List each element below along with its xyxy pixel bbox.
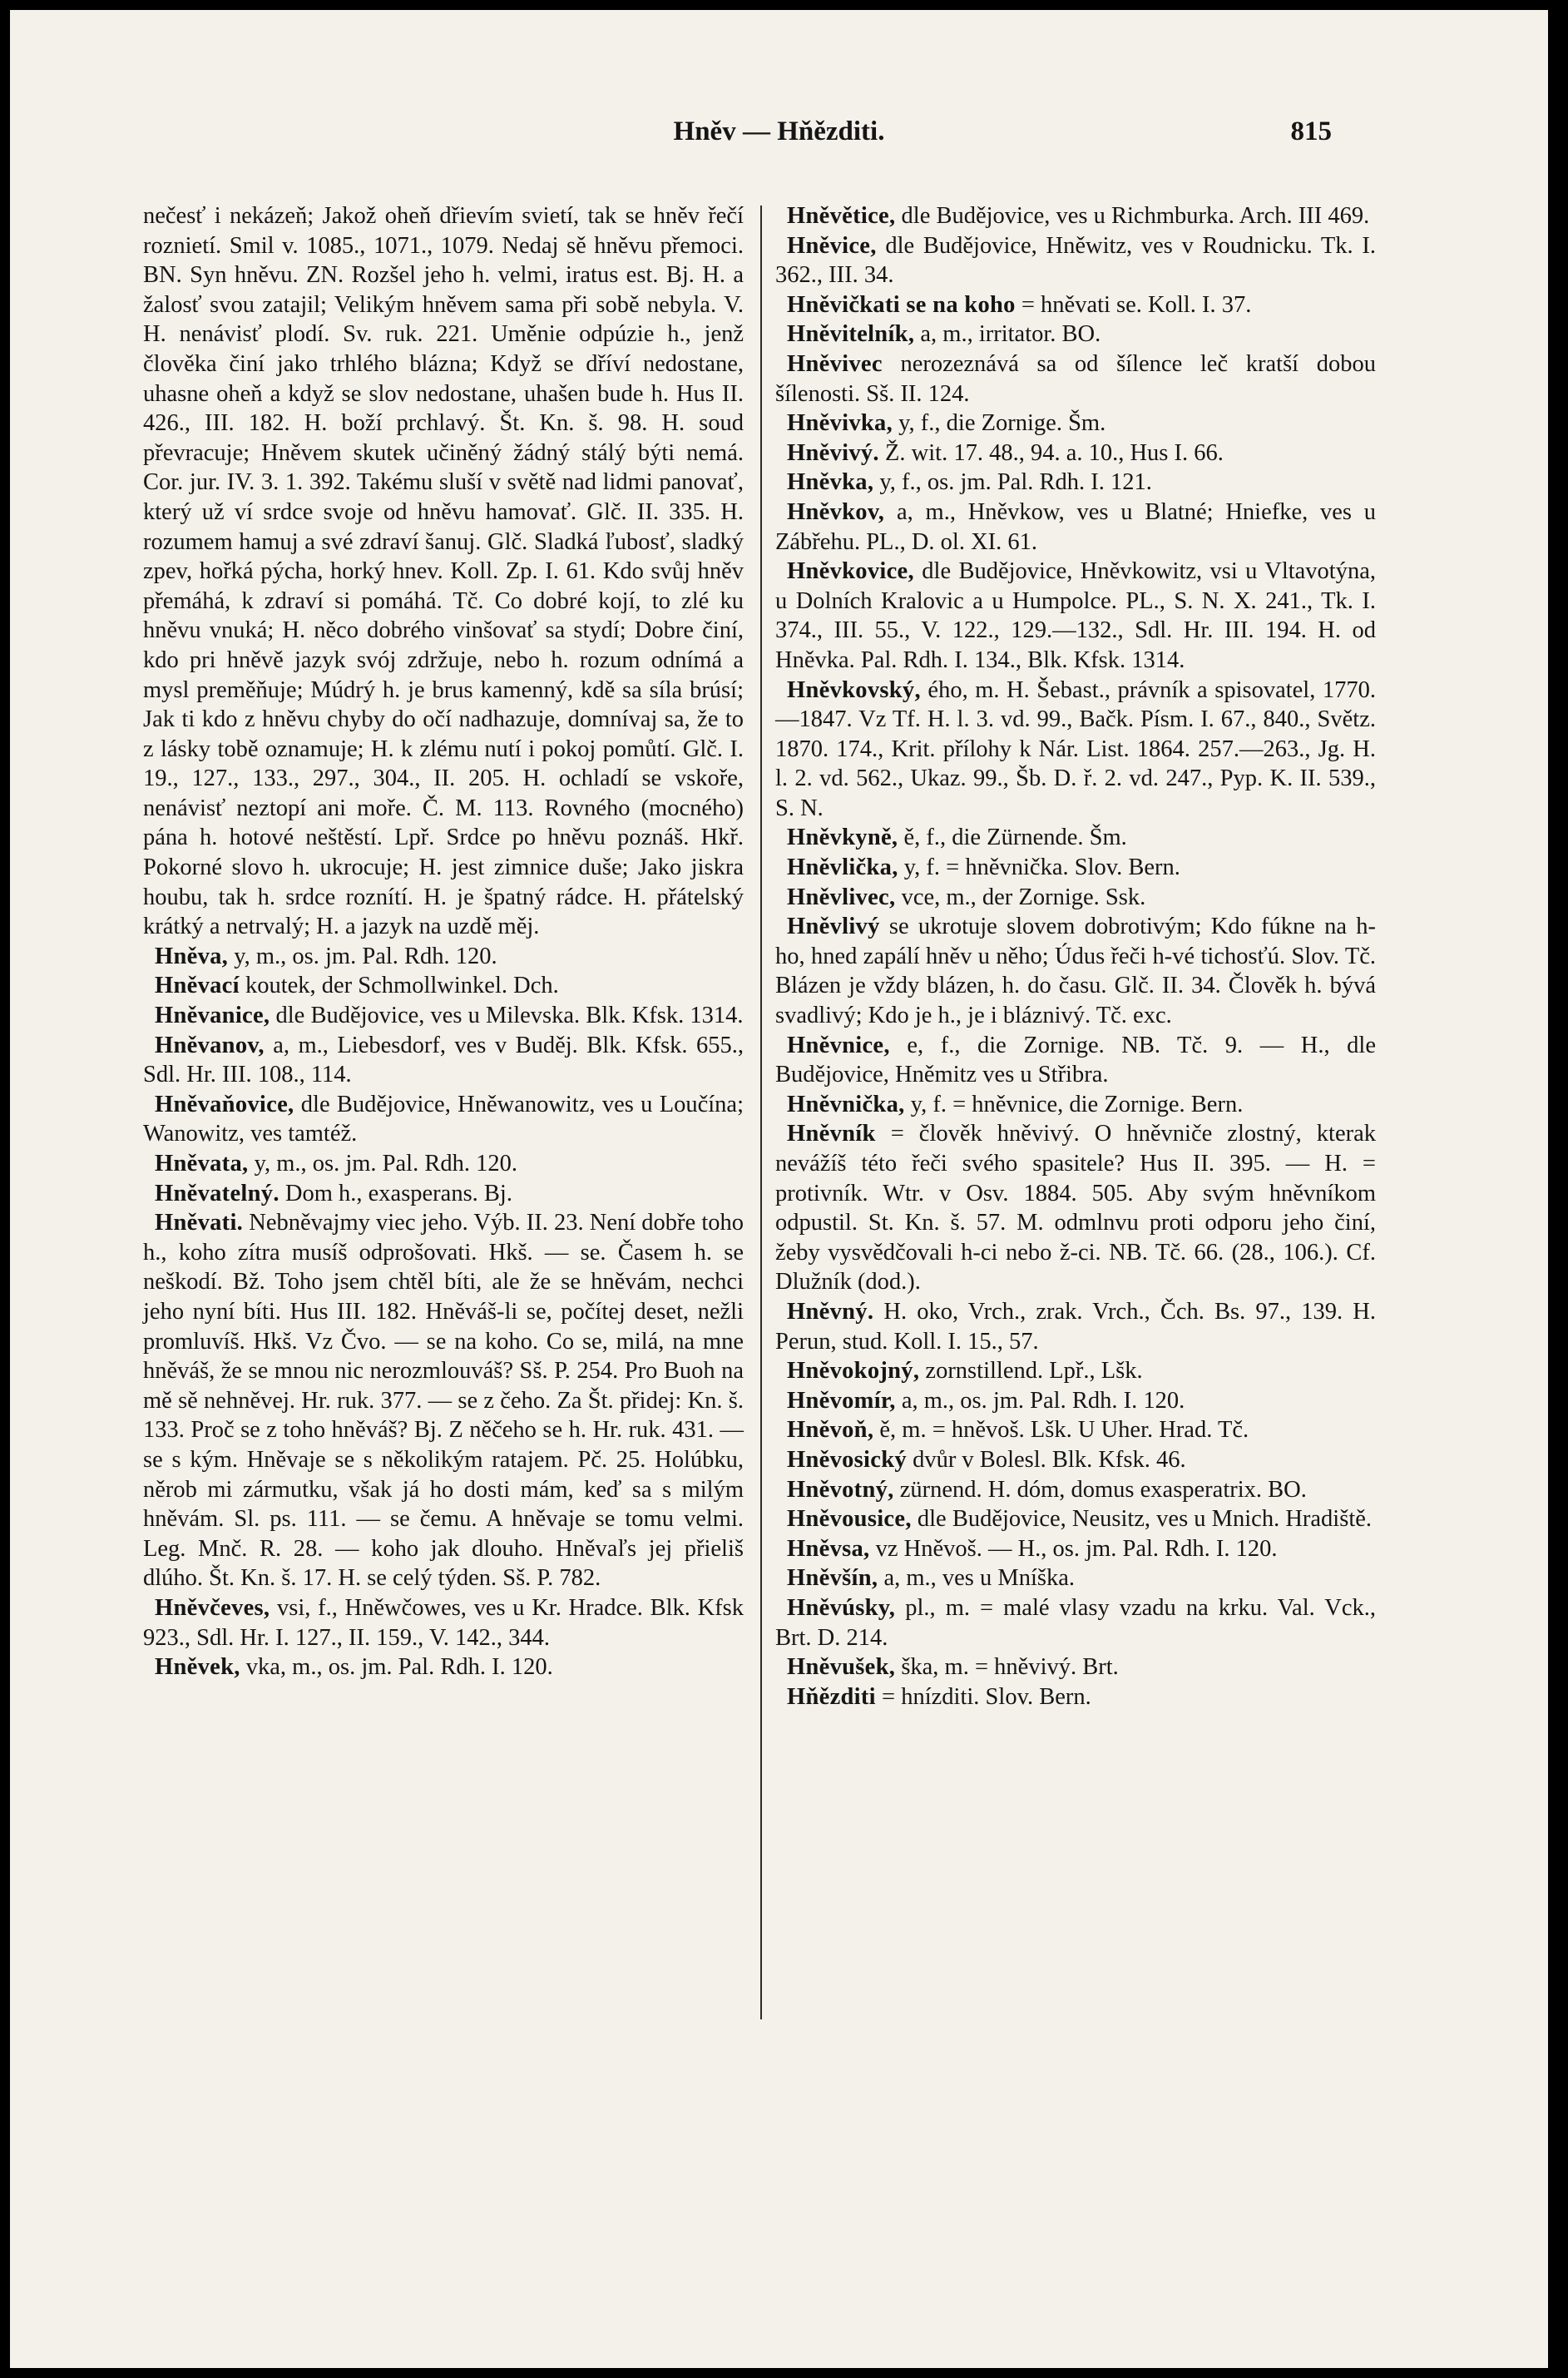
dictionary-entry xyxy=(775,1563,1376,1593)
page-header xyxy=(10,116,1548,166)
dictionary-entry xyxy=(143,1652,744,1682)
dictionary-entry xyxy=(143,1593,744,1652)
entry-text: a, m., ves u Mníška. xyxy=(883,1565,1075,1592)
entry-headword: Hněvata, xyxy=(155,1151,249,1177)
entry-text: vsi, f., Hněwčowes, ves u Kr. Hradce. Blk. Kfsk 923., Sdl. Hr. I. 127., II. 159., V. 142., 344. xyxy=(143,1594,744,1651)
entry-text: Nebněvajmy viec jeho. Výb. II. 23. Není dobře toho h., koho zítra musíš odprošovati. Hkš. — se. Časem h. se neškodí. Bž. Toho jsem chtěl bíti, ale že se hněvám, nechci jeho nyní bíti. Hus III. 182. Hněváš-li se, počítej deset, nežli promluvíš. Hkš. Vz Čvo. — se na koho. Co se, milá, na mne hněváš, že se mnou nic nerozmlouváš? Sš. P. 254. Pro Buoh na mě sě nehněvej. Hr. ruk. 377. — se z čeho. Za Št. přidej: Kn. š. 133. Proč se z toho hněváš? Bj. Z něčeho se h. Hr. ruk. 431. — se s kým. Hněvaje se s několikým ratajem. Pč. 25. Holúbku, něrob mi zármutku, však já ho dosti mám, keď sa s milým hněvám. Sl. ps. 111. — se čemu. A hněvaje se tomu velmi. Leg. Mnč. R. 28. — koho jak dlouho. Hněvaľs jej přieliš dlúho. Št. Kn. š. 17. H. se celý týden. Sš. P. 782. xyxy=(143,1210,744,1592)
dictionary-entry xyxy=(775,1386,1376,1416)
dictionary-entry xyxy=(775,1031,1376,1090)
column-divider xyxy=(760,206,762,2019)
entry-headword: Hněvivý. xyxy=(787,439,879,466)
entry-headword: Hněvkyně, xyxy=(787,825,898,851)
dictionary-entry xyxy=(775,1119,1376,1297)
entry-text: ě, m. = hněvoš. Lšk. U Uher. Hrad. Tč. xyxy=(879,1417,1249,1444)
entry-text: y, f., os. jm. Pal. Rdh. I. 121. xyxy=(879,469,1152,496)
dictionary-entry xyxy=(775,676,1376,824)
entry-headword: Hněvek, xyxy=(155,1654,240,1681)
dictionary-entry xyxy=(775,1682,1376,1712)
entry-text: dvůr v Bolesl. Blk. Kfsk. 46. xyxy=(913,1446,1186,1473)
dictionary-entry xyxy=(143,942,744,972)
dictionary-entry xyxy=(775,1445,1376,1475)
dictionary-entry xyxy=(143,1031,744,1090)
entry-headword: Hněvivec xyxy=(787,350,883,377)
entry-headword: Hněvomír, xyxy=(787,1387,896,1414)
entry-text: e, f., die Zornige. NB. Tč. 9. — H., dle Budějovice, Hněmitz ves u Střibra. xyxy=(775,1032,1376,1088)
entry-text: vce, m., der Zornige. Ssk. xyxy=(901,884,1146,910)
entry-text: y, m., os. jm. Pal. Rdh. 120. xyxy=(234,943,497,969)
entry-headword: Hňězditi xyxy=(787,1683,876,1710)
entry-text: dle Budějovice, Hněwanowitz, ves u Loučína; Wanowitz, ves tamtéž. xyxy=(143,1091,744,1147)
entry-headword: Hněvkov, xyxy=(787,498,885,525)
dictionary-entry xyxy=(143,1090,744,1149)
entry-headword: Hněvoň, xyxy=(787,1417,874,1444)
entry-text: vka, m., os. jm. Pal. Rdh. I. 120. xyxy=(245,1654,553,1681)
entry-headword: Hněvnice, xyxy=(787,1032,890,1058)
dictionary-entry xyxy=(775,290,1376,320)
dictionary-entry xyxy=(143,1208,744,1593)
entry-headword: Hněvosický xyxy=(787,1446,907,1473)
entry-headword: Hněvice, xyxy=(787,232,877,259)
dictionary-entry xyxy=(143,1149,744,1179)
entry-headword: Hněvitelník, xyxy=(787,321,915,348)
entry-headword: Hněvací xyxy=(155,973,240,999)
entry-headword: Hněvšín, xyxy=(787,1565,878,1592)
dictionary-entry xyxy=(775,468,1376,498)
dictionary-entry xyxy=(775,320,1376,349)
entry-text: ě, f., die Zürnende. Šm. xyxy=(903,825,1127,851)
entry-text: pl., m. = malé vlasy vzadu na krku. Val. Vck., Brt. D. 214. xyxy=(775,1594,1376,1651)
dictionary-entry xyxy=(775,1593,1376,1652)
entry-headword: Hněvotný, xyxy=(787,1476,894,1503)
entry-text: = hnízditi. Slov. Bern. xyxy=(882,1683,1091,1710)
entry-headword: Hněvúsky, xyxy=(787,1594,896,1621)
entry-text: se ukrotuje slovem dobrotivým; Kdo fúkne na h-ho, hned zapálí hněv u něho; Údus řeči h-vé tichosťú. Slov. Tč. Blázen je vždy blázen, h. do času. Glč. II. 34. Člověk h. bývá svadlivý; Kdo je h., je i bláznivý. Tč. exc. xyxy=(775,914,1377,1029)
entry-text: dle Budějovice, ves u Richmburka. Arch. III 469. xyxy=(901,203,1370,229)
entry-text: y, f., die Zornige. Šm. xyxy=(898,410,1106,437)
entry-headword: Hněvanov, xyxy=(155,1032,265,1058)
entry-headword: Hněvivka, xyxy=(787,410,893,437)
entry-text: vz Hněvoš. — H., os. jm. Pal. Rdh. I. 120. xyxy=(875,1535,1278,1562)
entry-text: nečesť i nekázeň; Jakož oheň dřievím svietí, tak se hněv řečí roznietí. Smil v. 1085., 1071., 1079. Nedaj sě hněvu přemoci. BN. Syn hněvu. ZN. Rozšel jeho h. velmi, iratus est. Bj. H. a žalosť svou zatajil; Velikým hněvem sama při sobě nebyla. V. H. nenávisť plodí. Sv. ruk. 221. Uměnie odpúzie h., jenž člověka činí jako trhlého blázna; Když se dříví nedostane, uhasne oheň a když se slov nedostane, uhašen bude h. Hus II. 426., III. 182. H. boží prchlavý. Št. Kn. š. 98. H. soud převracuje; Hněvem skutek učiněný žádný stálý býti nemá. Cor. jur. IV. 3. 1. 392. Takému sluší v světě nad lidmi panovať, který už ví srdce svoje od hněvu hamovať. Glč. II. 335. H. rozumem hamuj a své zdraví šanuj. Glč. Sladká ľubosť, sladký zpev, hořká pýcha, horký hnev. Koll. Zp. I. 61. Kdo svůj hněv přemáhá, k zdraví si pomáhá. Tč. Co dobré kojí, to zlé ku hněvu vnuká; H. něco dobrého vinšovať sa stydí; Dobre činí, kdo pri hněvě jazyk svój zdržuje, nebo h. rozum odnímá a mysl preměňuje; Múdrý h. je brus kamenný, kdě sa síla brúsí; Jak ti kdo z hněvu chyby do očí nadhazuje, domnívaj sa, že to z lásky tobě oznamuje; H. k zlému nutí i pokoj pomůtí. Glč. I. 19., 127., 133., 297., 304., II. 205. H. ochladí se vskoře, nenávisť neztopí ani moře. Č. M. 113. Rovného (mocného) pána h. hotové neštěstí. Lpř. Srdce po hněvu poznáš. Hkř. Pokorné slovo h. ukrocuje; H. jest zimnice duše; Jako jiskra houbu, tak h. srdce roznítí. H. je špatný rádce. H. přátelský krátký a netrvalý; H. a jazyk na uzdě měj. xyxy=(143,203,744,940)
entry-text: y, f. = hněvnička. Slov. Bern. xyxy=(903,855,1180,881)
dictionary-entry xyxy=(143,971,744,1001)
entry-headword: Hněvatelný. xyxy=(155,1180,279,1206)
entry-headword: Hněvkovský, xyxy=(787,676,921,703)
dictionary-entry xyxy=(775,498,1376,557)
page-number: 815 xyxy=(1290,116,1332,146)
entry-text: dle Budějovice, Hněvkowitz, vsi u Vltavotýna, u Dolních Kralovic a u Humpolce. PL., S. N. X. 241., Tk. I. 374., III. 55., V. 122., 129.—132., Sdl. Hr. III. 194. H. od Hněvka. Pal. Rdh. I. 134., Blk. Kfsk. 1314. xyxy=(775,558,1376,673)
entry-text: y, f. = hněvnice, die Zornige. Bern. xyxy=(910,1091,1244,1117)
entry-headword: Hněvlička, xyxy=(787,855,898,881)
dictionary-entry xyxy=(775,1652,1376,1682)
entry-text: dle Budějovice, ves u Milevska. Blk. Kfsk. 1314. xyxy=(275,1003,744,1029)
entry-headword: Hněvlivý xyxy=(787,914,880,940)
entry-headword: Hněvětice, xyxy=(787,203,896,229)
entry-text: a, m., irritator. BO. xyxy=(920,321,1101,348)
dictionary-entry xyxy=(775,201,1376,231)
dictionary-entry xyxy=(775,1504,1376,1534)
entry-text: a, m., Liebesdorf, ves v Buděj. Blk. Kfsk. 655., Sdl. Hr. III. 108., 114. xyxy=(143,1032,744,1088)
left-column xyxy=(143,201,744,1682)
dictionary-entry xyxy=(775,349,1376,409)
running-head: Hněv — Hňězditi. xyxy=(673,116,885,146)
dictionary-entry xyxy=(775,1534,1376,1564)
dictionary-entry xyxy=(775,557,1376,675)
entry-headword: Hněvičkati se na koho xyxy=(787,291,1016,318)
entry-text: a, m., os. jm. Pal. Rdh. I. 120. xyxy=(901,1387,1185,1414)
entry-headword: Hněvlivec, xyxy=(787,884,896,910)
dictionary-entry xyxy=(775,853,1376,883)
entry-text: Ž. wit. 17. 48., 94. a. 10., Hus I. 66. xyxy=(885,439,1224,466)
entry-text: y, m., os. jm. Pal. Rdh. 120. xyxy=(254,1151,517,1177)
entry-headword: Hněvčeves, xyxy=(155,1594,270,1621)
entry-text: ého, m. H. Šebast., právník a spisovatel, 1770.—1847. Vz Tf. H. l. 3. vd. 99., Bačk. Písm. I. 67., 840., Světz. 1870. 174., Krit. přílohy k Nár. List. 1864. 257.—263., Jg. H. l. 2. vd. 562., Ukaz. 99., Šb. D. ř. 2. vd. 247., Pyp. K. II. 539., S. N. xyxy=(775,676,1376,821)
entry-text: = hněvati se. Koll. I. 37. xyxy=(1021,291,1252,318)
dictionary-entry xyxy=(775,1297,1376,1356)
entry-headword: Hněvousice, xyxy=(787,1506,912,1533)
entry-headword: Hněvušek, xyxy=(787,1654,896,1681)
dictionary-entry xyxy=(775,912,1376,1030)
dictionary-entry xyxy=(143,1001,744,1031)
entry-headword: Hněvný. xyxy=(787,1298,874,1325)
dictionary-entry xyxy=(143,1179,744,1209)
entry-headword: Hněvaňovice, xyxy=(155,1091,294,1117)
dictionary-entry xyxy=(775,883,1376,913)
dictionary-entry xyxy=(775,409,1376,438)
entry-headword: Hněvsa, xyxy=(787,1535,870,1562)
entry-text: dle Budějovice, Hněwitz, ves v Roudnicku. Tk. I. 362., III. 34. xyxy=(775,232,1376,289)
dictionary-entry xyxy=(775,438,1376,468)
entry-headword: Hněvka, xyxy=(787,469,874,496)
entry-text: nerozeznává sa od šílence leč kratší dobou šílenosti. Sš. II. 124. xyxy=(775,350,1377,407)
entry-text: dle Budějovice, Neusitz, ves u Mnich. Hradiště. xyxy=(917,1506,1373,1533)
entry-headword: Hněva, xyxy=(155,943,229,969)
dictionary-entry xyxy=(775,823,1376,853)
entry-text: H. oko, Vrch., zrak. Vrch., Čch. Bs. 97., 139. H. Perun, stud. Koll. I. 15., 57. xyxy=(775,1298,1376,1355)
dictionary-entry xyxy=(775,1475,1376,1505)
entry-text: zürnend. H. dóm, domus exasperatrix. BO. xyxy=(899,1476,1307,1503)
entry-text: zornstillend. Lpř., Lšk. xyxy=(925,1358,1143,1385)
entry-headword: Hněvati. xyxy=(155,1210,244,1236)
entry-text: ška, m. = hněvivý. Brt. xyxy=(901,1654,1119,1681)
entry-text: Dom h., exasperans. Bj. xyxy=(284,1180,512,1206)
entry-headword: Hněvanice, xyxy=(155,1003,270,1029)
dictionary-entry xyxy=(775,1415,1376,1445)
entry-text: koutek, der Schmollwinkel. Dch. xyxy=(245,973,559,999)
right-column xyxy=(775,201,1376,1712)
dictionary-page xyxy=(10,10,1548,2368)
entry-headword: Hněvnička, xyxy=(787,1091,905,1117)
dictionary-entry xyxy=(775,1090,1376,1120)
entry-text: a, m., Hněvkow, ves u Blatné; Hniefke, ves u Zábřehu. PL., D. ol. XI. 61. xyxy=(775,498,1377,555)
dictionary-entry xyxy=(775,231,1376,290)
entry-headword: Hněvokojný, xyxy=(787,1358,920,1385)
dictionary-entry xyxy=(775,1356,1376,1386)
entry-headword: Hněvník xyxy=(787,1121,876,1147)
entry-continuation xyxy=(143,201,744,942)
entry-headword: Hněvkovice, xyxy=(787,558,914,585)
entry-text: = člověk hněvivý. O hněvniče zlostný, kterak nevážíš této řeči svého spasitele? Hus II. 395. — H. = protivník. Wtr. v Osv. 1884. 505. Aby svým hněvníkom odpustil. St. Kn. š. 57. M. odmlnvu proti odporu jeho činí, žeby vysvědčovali h-ci nebo ž-ci. NB. Tč. 66. (28., 106.). Cf. Dlužník (dod.). xyxy=(775,1121,1377,1296)
